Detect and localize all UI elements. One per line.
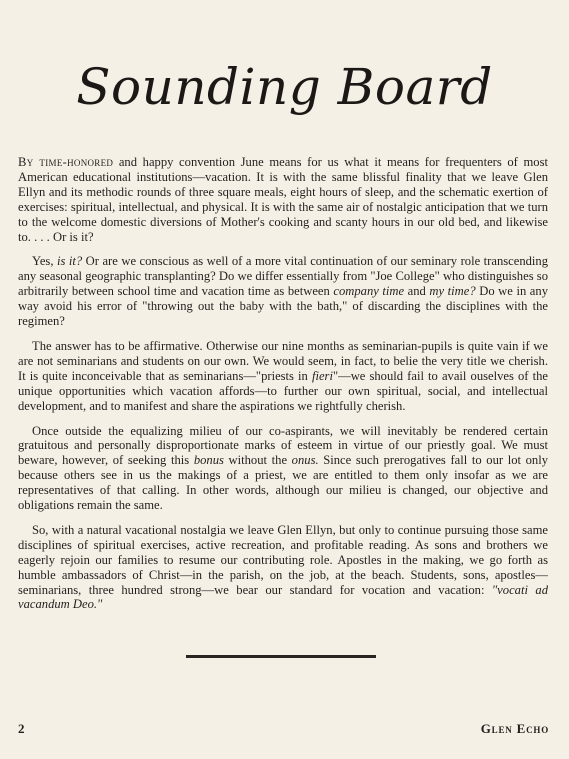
paragraph-5: So, with a natural vacational nostalgia we leave Glen Ellyn, but only to continue pursuing those same disciplines of spiritual exercises, active recreation, and profitable reading. As sons and brothers we eagerly rejoin our families to resume our contributing role. Apostles in the making, we go forth as humble ambassadors of Christ—in the parish, on the job, at the beach. Students, sons, apostles—seminarians, three hundred strong—we bear our standard for vocation and vacation: "vocati ad vacandum Deo." [18,522,548,612]
paragraph-3: The answer has to be affirmative. Otherwise our nine months as seminarian-pupils is quite vain if we are not seminarians and students on our own. We would seem, in fact, to belie the very title we cherish. It is quite inconceivable that as seminarians—"priests in fieri"—we should fail to avail ouselves of the unique opportunities which vacation affords—to further our own spiritual, social, and intellectual development, and to manifest and share the aspirations we rightfully cherish. [18,338,548,413]
paragraph-4: Once outside the equalizing milieu of our co-aspirants, we will inevitably be rendered certain gratuitous and personally disproportionate marks of esteem in virtue of our priestly goal. We must beware, however, of seeking this bonus without the onus. Since such prerogatives fall to our lot only because others see in us the makings of a priest, we are entitled to them only insofar as we are representatives of that calling. In other words, although our milieu is changed, our objective and obligations remain the same. [18,423,549,513]
opening-small-caps: By time-honored [18,155,114,169]
paragraph-2: Yes, is it? Or are we conscious as well of a more vital continuation of our seminary role transcending any seasonal geographic transplanting? Do we differ essentially from "Joe College" who distinguishes so arbitrarily between school time and vacation time as between company time and my time? Do we in any way avoid his error of "throwing out the baby with the bath," of discarding the disciplines with the regimen? [18,254,549,329]
paragraph-1: By time-honored and happy convention June means for us what it means for frequenters of most American educational institutions—vacation. It is with the same blissful finality that we leave Glen Ellyn and its methodic rounds of three square meals, eight hours of sleep, and the schematic exertion of exercises: spiritual, intellectual, and physical. It is with the same air of nostalgic anticipation that we turn to the welcome domestic diversions of Mother's cooking and scanty hours in our old bed, and likewise to. . . . Or is it? [18,155,548,244]
page-number: 2 [18,721,25,736]
publication-name: Glen Echo [480,721,549,736]
page-title: Sounding Board [76,57,493,116]
article-body [18,155,548,622]
section-divider-rule [186,655,376,658]
